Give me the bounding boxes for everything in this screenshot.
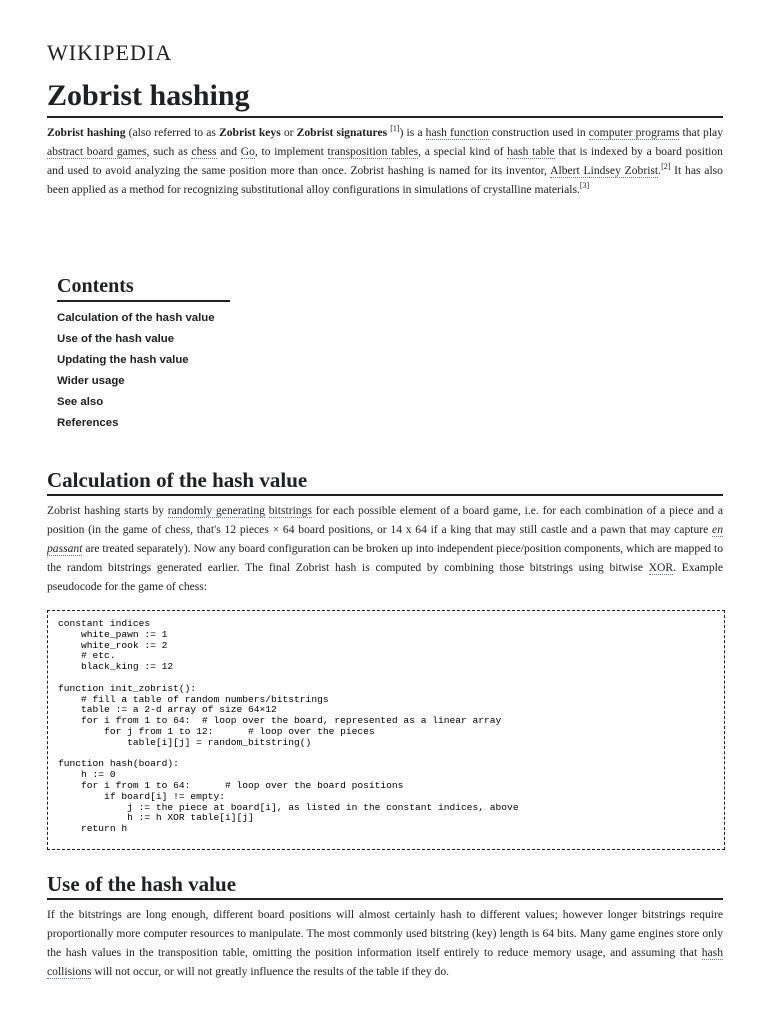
link-hash-table[interactable]: hash table	[507, 145, 555, 158]
reference-link-3[interactable]: [3]	[579, 181, 590, 190]
toc-item-wider-usage[interactable]: Wider usage	[57, 375, 125, 387]
link-computer-programs[interactable]: computer programs	[588, 126, 680, 139]
calculation-paragraph: Zobrist hashing starts by randomly generating bitstrings for each possible element of a board game, i.e. for each combination of a piece and a position (in the game of chess, that's 12 pieces × 64 board positions, or 14 x 64 if a king that may still castle and a pawn that may capture en passant are treated separately). Now any board configuration can be broken up into independent piece/position components, which are mapped to the random bitstrings generated earlier. The final Zobrist hash is computed by combining those bitstrings using bitwise XOR. Example pseudocode for the game of chess:	[47, 504, 723, 593]
section-heading-use: Use of the hash value	[47, 870, 723, 900]
link-hash-collisions[interactable]: hash collisions	[47, 946, 723, 978]
link-abstract-board-games[interactable]: abstract board games	[47, 145, 147, 158]
bold-term: Zobrist keys	[218, 126, 281, 139]
toc-item-see-also[interactable]: See also	[57, 396, 104, 408]
toc-item-use[interactable]: Use of the hash value	[57, 333, 175, 345]
link-go[interactable]: Go	[240, 145, 255, 158]
toc-title: Contents	[57, 272, 230, 302]
link-albert-lindsey-zobrist[interactable]: Albert Lindsey Zobrist	[550, 164, 659, 177]
table-of-contents	[57, 272, 287, 434]
wikipedia-logo[interactable]: WIKIPEDIA	[47, 40, 173, 65]
toc-item-calculation[interactable]: Calculation of the hash value	[57, 312, 215, 324]
use-paragraph: If the bitstrings are long enough, different board positions will almost certainly hash to different values; however longer bitstrings require proportionally more computer resources to manipulate. The most commonly used bitstring (key) length is 64 bits. Many game engines store only the hash values in the transposition table, omitting the position information itself entirely to reduce memory usage, and assuming that hash collisions will not occur, or will not greatly influence the results of the table if they do.	[47, 908, 723, 978]
link-en-passant[interactable]: en passant	[47, 523, 723, 555]
link-transposition-tables[interactable]: transposition tables	[327, 145, 419, 158]
reference-link-2[interactable]: [2]	[661, 162, 671, 171]
pseudocode-block: constant indices white_pawn := 1 white_rook := 2 # etc. black_king := 12 function init_zobrist(): # fill a table of random numbers/bitstrings table := a 2-d array of size 64×12 for i from 1 to 64: # loop over the board, represented as a linear array for j from 1 to 12: # loop over the pieces table[i][j] = random_bitstring() function hash(board): h := 0 for i from 1 to 64: # loop over the board positions if board[i] != empty: j := the piece at board[i], as listed in the constant indices, above h := h XOR table[i][j] return h	[47, 610, 725, 850]
link-hash-function[interactable]: hash function	[425, 126, 489, 139]
page-title: Zobrist hashing	[47, 76, 723, 118]
toc-item-references[interactable]: References	[57, 417, 119, 429]
bold-term: Zobrist signatures	[296, 126, 388, 139]
link-xor[interactable]: XOR	[648, 561, 674, 574]
link-randomly-generating[interactable]: randomly generating	[167, 504, 265, 517]
toc-item-updating[interactable]: Updating the hash value	[57, 354, 189, 366]
lead-paragraph: Zobrist hashing (also referred to as Zobrist keys or Zobrist signatures [1]) is a hash function construction used in computer programs that play abstract board games, such as chess and Go, to implement transposition tables, a special kind of hash table that is indexed by a board position and used to avoid analyzing the same position more than once. Zobrist hashing is named for its inventor, Albert Lindsey Zobrist.[2] It has also been applied as a method for recognizing substitutional alloy configurations in simulations of crystalline materials.[3]	[47, 124, 723, 196]
section-heading-calculation: Calculation of the hash value	[47, 466, 723, 496]
reference-link-1[interactable]: [1]	[390, 124, 400, 133]
bold-term: Zobrist hashing	[47, 126, 126, 139]
link-chess[interactable]: chess	[191, 145, 217, 158]
link-bitstrings[interactable]: bitstrings	[268, 504, 312, 517]
